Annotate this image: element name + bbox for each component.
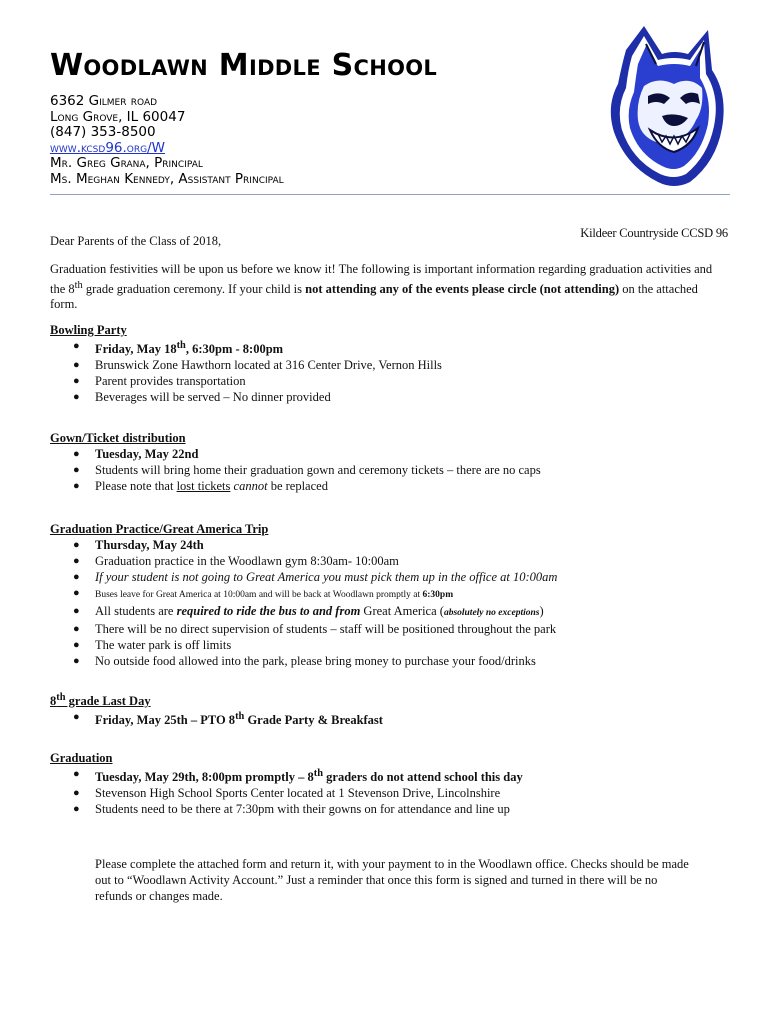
bullet-icon: ●: [73, 571, 80, 583]
city-state-zip: Long Grove, IL 60047: [50, 108, 186, 125]
list-item: ● Graduation practice in the Woodlawn gym 8:30am- 10:00am: [73, 554, 399, 568]
bullet-icon: ●: [73, 391, 80, 404]
list-item: ● There will be no direct supervision of students – staff will be positioned throughout the park: [73, 622, 557, 636]
husky-mascot-icon: [604, 24, 730, 188]
bullet-icon: ●: [73, 448, 80, 460]
street-address: 6362 Gilmer road: [50, 93, 158, 109]
website-link[interactable]: www.kcsd96.org/W: [50, 139, 166, 156]
bullet-icon: ●: [73, 623, 80, 635]
bullet-icon: ●: [73, 555, 80, 567]
bullet-icon: ●: [73, 639, 80, 651]
district-name: Kildeer Countryside CCSD 96: [580, 226, 728, 240]
intro-paragraph: Graduation festivities will be upon us before we know it! The following is important information regarding graduation activities and the 8th grade graduation ceremony. If your child is not attending any of the events please circle (not attending) on the attached form.: [50, 262, 713, 312]
list-item: ● Students need to be there at 7:30pm with their gowns on for attendance and line up: [73, 802, 510, 817]
school-name: Woodlawn Middle School: [50, 48, 438, 83]
bullet-icon: ●: [73, 587, 80, 599]
section-heading: 8th grade Last Day: [50, 692, 151, 709]
bullet-icon: ●: [73, 539, 80, 551]
bowling-party-section: [50, 322, 730, 405]
assistant-principal-name: Ms. Meghan Kennedy, Assistant Principal: [50, 170, 284, 187]
list-item: ● Parent provides transportation: [73, 374, 246, 389]
bullet-icon: ●: [73, 768, 80, 780]
section-heading: Gown/Ticket distribution: [50, 431, 186, 445]
principal-name: Mr. Greg Grana, Principal: [50, 155, 203, 172]
bullet-icon: ●: [73, 711, 80, 724]
bullet-icon: ●: [73, 803, 80, 816]
bullet-icon: ●: [73, 375, 80, 388]
list-item: ● Tuesday, May 22nd: [73, 447, 199, 461]
list-item: ● Thursday, May 24th: [73, 538, 204, 552]
list-item: ● Stevenson High School Sports Center located at 1 Stevenson Drive, Lincolnshire: [73, 786, 501, 801]
closing-paragraph: Please complete the attached form and return it, with your payment to in the Woodlawn office. Checks should be made out to “Woodlawn Activity Account.” Just a reminder that once this form is signed and turned in there will be no refunds or changes made.: [95, 857, 689, 903]
gown-ticket-section: [50, 430, 730, 494]
graduation-section: [50, 750, 730, 817]
bullet-icon: ●: [73, 464, 80, 476]
last-day-section: [50, 690, 730, 728]
bullet-icon: ●: [73, 480, 80, 492]
list-item: ● Buses leave for Great America at 10:00am and will be back at Woodlawn promptly at 6:30pm: [73, 587, 454, 600]
list-item: ● All students are required to ride the bus to and from Great America (absolutely no exceptions): [73, 604, 544, 618]
letterhead: [50, 48, 610, 188]
bullet-icon: ●: [73, 340, 80, 352]
list-item: ● Friday, May 25th – PTO 8th Grade Party & Breakfast: [73, 711, 383, 728]
list-item: ● Beverages will be served – No dinner provided: [73, 390, 331, 405]
list-item: ● If your student is not going to Great America you must pick them up in the office at 10:00am: [73, 570, 558, 584]
section-heading: Graduation: [50, 751, 113, 765]
address-block: [50, 94, 610, 188]
phone-number: (847) 353-8500: [50, 124, 156, 141]
list-item: ● Friday, May 18th, 6:30pm - 8:00pm: [73, 340, 284, 357]
bullet-icon: ●: [73, 655, 80, 667]
graduation-practice-section: [50, 521, 730, 669]
list-item: ● Students will bring home their graduation gown and ceremony tickets – there are no caps: [73, 463, 541, 477]
bullet-icon: ●: [73, 605, 80, 617]
list-item: ● Tuesday, May 29th, 8:00pm promptly – 8th graders do not attend school this day: [73, 768, 523, 785]
list-item: ● No outside food allowed into the park, please bring money to purchase your food/drinks: [73, 654, 536, 668]
section-heading: Bowling Party: [50, 323, 127, 337]
bullet-icon: ●: [73, 359, 80, 372]
salutation: Dear Parents of the Class of 2018,: [50, 234, 222, 248]
section-heading: Graduation Practice/Great America Trip: [50, 522, 269, 536]
header-divider: [50, 194, 730, 195]
list-item: ● Brunswick Zone Hawthorn located at 316 Center Drive, Vernon Hills: [73, 358, 442, 373]
list-item: ● Please note that lost tickets cannot be replaced: [73, 479, 328, 493]
bullet-icon: ●: [73, 787, 80, 800]
list-item: ● The water park is off limits: [73, 638, 232, 652]
